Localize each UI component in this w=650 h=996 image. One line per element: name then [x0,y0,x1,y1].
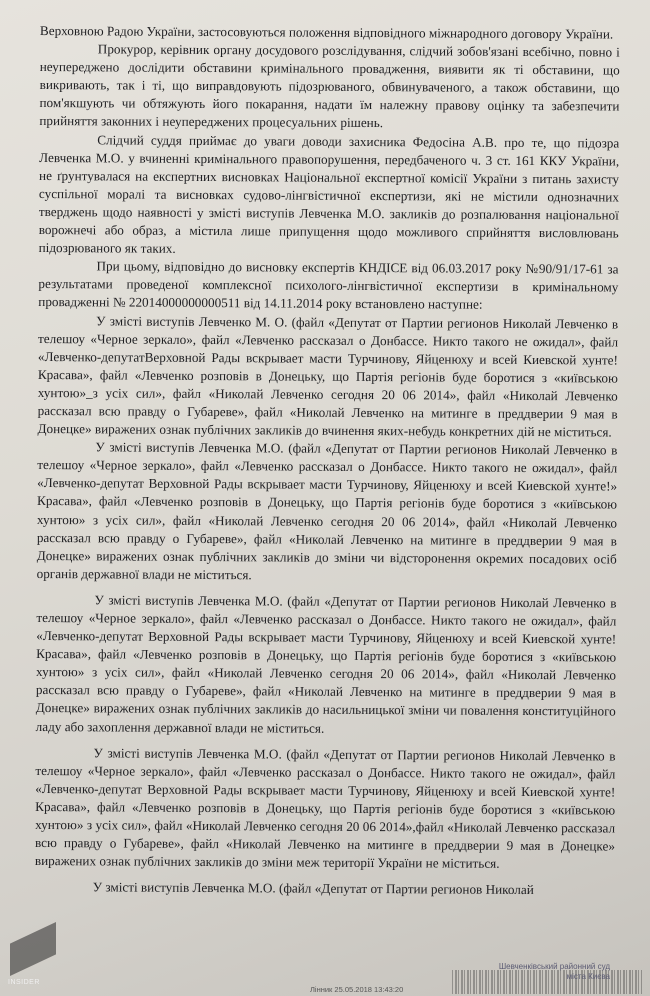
paragraph-prosecutor-duties: Прокурор, керівник органу досудового розслідування, слідчий зобов'язані всебічно, повно і неупереджено дослідити обставини кримінального провадження, виявити як ті обставини, що викривають, так і ті, що виправдовують підозрюваного, обвинуваченого, а також обставини, що пом'якшують чи обтяжують його покарання, надати їм належну правову оцінку та забезпечити прийняття законних і неупереджених процесуальних рішень. [39,41,620,131]
court-stamp-line2: міста Києва [566,972,610,981]
paragraph-finding-2: У змісті виступів Левченка М.О. (файл «Депутат от Партии регионов Николай Левченко в телешоу «Черное зеркало», файл «Левченко рассказал о Донбассе. Никто такого не ожидал», файл «Левченко-депутат Верховной Рады вскрывает масти Турчинову, Яйценюху и всей Киевской хунте!» Красава», файл «Левченко розповів в Донецьку, що Партія регіонів буде боротися з «київською хунтою» з усіх сил», файл «Николай Левченко сегодня 20 06 2014», файл «Николай Левченко рассказал всю правду о Губареве», файл «Николай Левченко на митинге в преддверии 9 мая в Донецке» виражених ознак публічних закликів до зміни чи відсторонення окремих посадових осіб органів державної влади не міститься. [36,439,618,583]
paragraph-finding-5: У змісті виступів Левченка М.О. (файл «Депутат от Партии регионов Николай [92,879,534,898]
paragraph-expert-conclusion: При цьому, відповідно до висновку експертів КНДІСЕ від 06.03.2017 року №90/91/17-61 за результатами проведеної комплексної психолого-лінгвістичної експертизи в кримінальному провадженні № 22014000000000511 від 14.11.2014 року встановлено наступне: [38,258,619,313]
paragraph-continuation: Верховною Радою України, застосовуються положення відповідного міжнародного договору України. [39,22,614,42]
court-stamp [499,962,610,982]
paragraph-finding-1: У змісті виступів Левченко М. О. (файл «Депутат от Партии регионов Николай Левченко в телешоу «Черное зеркало», файл «Левченко рассказал о Донбассе. Никто такого не ожидал», файл «Левченко-депутатВерховной Рады вскрывает масти Турчинову, Яйценюху и всей Киевской хунте! Красава», файл «Левченко розповів в Донецьку, що Партія регіонів буде боротися з «київською хунтою»_з усіх сил», файл «Николай Левченко сегодня 20 06 2014», файл «Николай Левченко рассказал всю правду о Губареве», файл «Николай Левченко на митинге в преддверии 9 мая в Донецке» виражених ознак публічних закликів до вчинення яких-небудь конкретних дій не міститься. [37,312,619,440]
logo-text: INSIDER [8,979,40,986]
insider-logo-icon [10,922,56,976]
paragraph-finding-3: У змісті виступів Левченка М.О. (файл «Депутат от Партии регионов Николай Левченко в телешоу «Черное зеркало», файл «Левченко рассказал о Донбассе. Никто такого не ожидал», файл «Левченко-депутат Верховной Рады вскрывает масти Турчинову, Яйценюху и всей Киевской хунте! Красава», файл «Левченко розповів в Донецьку, що Партія регіонів буде боротися з «київською хунтою» з усіх сил», файл «Николай Левченко сегодня 20 06 2014», файл «Николай Левченко рассказал всю правду о Губареве», файл «Николай Левченко на митинге в преддверии 9 мая в Донецке» виражених ознак публічних закликів до насильницької зміни чи повалення конституційного ладу або захоплення державної влади не міститься. [35,592,617,736]
paragraph-finding-4: У змісті виступів Левченка М.О. (файл «Депутат от Партии регионов Николай Левченко в телешоу «Черное зеркало», файл «Левченко рассказал о Донбассе. Никто такого не ожидал», файл «Левченко-депутат Верховной Рады вскрывает масти Турчинову, Яйценюху и всей Киевской хунте! Красава», файл «Левченко розповів в Донецьку, що Партія регіонів буде боротися з «київською хунтою» з усіх сил», файл «Николай Левченко сегодня 20 06 2014»,файл «Николай Левченко рассказал всю правду о Губареве», файл «Николай Левченко на митинге в преддверии 9 мая в Донецке» виражених ознак публічних закликів до зміни меж території України не міститься. [34,744,616,872]
paragraph-investigating-judge: Слідчий суддя приймає до уваги доводи захисника Федосіна А.В. про те, що підозра Левченка М.О. у вчиненні кримінального правопорушення, передбаченого ч. 3 ст. 161 ККУ України, не ґрунтувалася на експертних висновках Національної експертної комісії України з питань захисту суспільної моралі та висновках судово-лінгвістичної експертизи, які не містили однозначних тверджень щодо наявності у змісті виступів Левченка М.О. закликів до розпалювання національної ворожнечі або образ, а містила лише припущення щодо можливого сприйняття висловлювань підозрюваного як таких. [38,131,620,256]
print-footer: Лінник 25.05.2018 13:43:20 [310,985,404,994]
document-body [35,22,620,900]
court-stamp-line1: Шевченківський районний суд [498,962,610,971]
